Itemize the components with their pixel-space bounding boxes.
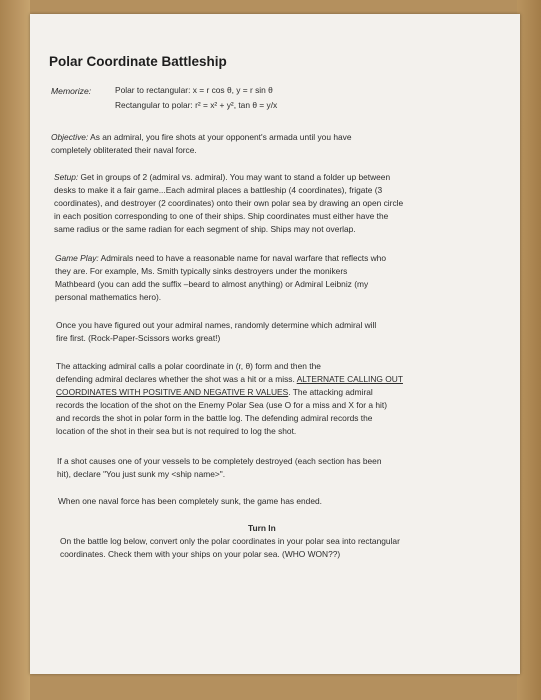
memorize-label: Memorize: xyxy=(51,86,92,96)
attacking-line-3: . The attacking admiral xyxy=(288,387,373,397)
turn-in-heading: Turn In xyxy=(248,523,276,533)
names-line-1: Once you have figured out your admiral names, randomly determine which admiral will xyxy=(56,320,377,330)
wood-table-left xyxy=(0,0,30,700)
attacking-line-2: defending admiral declares whether the shot was a hit or a miss. xyxy=(56,374,297,384)
gameplay-label: Game Play: xyxy=(55,253,99,263)
attacking-line-1: The attacking admiral calls a polar coordinate in (r, θ) form and then the xyxy=(56,361,321,371)
attacking-line-4: records the location of the shot on the Enemy Polar Sea (use O for a miss and X for a hit) xyxy=(56,400,387,410)
memorize-line-2: Rectangular to polar: r² = x² + y², tan θ = y/x xyxy=(115,100,278,110)
coordinates-emphasis: COORDINATES WITH POSITIVE AND NEGATIVE R VALUES xyxy=(56,387,289,397)
objective-line-1: As an admiral, you fire shots at your opponent's armada until you have xyxy=(88,132,352,142)
names-line-2: fire first. (Rock-Paper-Scissors works great!) xyxy=(56,333,221,343)
gameplay-line-1-row xyxy=(55,252,386,265)
gameplay-line-4: personal mathematics hero). xyxy=(55,292,162,302)
gameplay-line-3: Mathbeard (you can add the suffix –beard to almost anything) or Admiral Leibniz (my xyxy=(55,279,369,289)
wood-table-right xyxy=(517,0,541,700)
destroyed-line-1: If a shot causes one of your vessels to be completely destroyed (each section has been xyxy=(57,456,382,466)
objective-line-2: completely obliterated their naval force. xyxy=(51,145,197,155)
page-title: Polar Coordinate Battleship xyxy=(49,54,227,69)
setup-line-2: desks to make it a fair game...Each admiral places a battleship (4 coordinates), frigate (3 xyxy=(54,185,383,195)
turn-in-line-2: coordinates. Check them with your ships on your polar sea. (WHO WON??) xyxy=(60,549,341,559)
setup-line-5: same radius or the same radian for each segment of ship. Ships may not overlap. xyxy=(54,224,356,234)
attacking-line-3-row xyxy=(56,386,373,399)
game-end-line: When one naval force has been completely sunk, the game has ended. xyxy=(58,496,322,506)
gameplay-line-1: Admirals need to have a reasonable name for naval warfare that reflects who xyxy=(98,253,387,263)
destroyed-line-2: hit), declare "You just sunk my <ship name>". xyxy=(57,469,226,479)
gameplay-line-2: they are. For example, Ms. Smith typically sinks destroyers under the monikers xyxy=(55,266,348,276)
worksheet-page xyxy=(30,14,520,674)
objective-label: Objective: xyxy=(51,132,89,142)
objective-paragraph xyxy=(51,131,352,144)
attacking-line-2-row xyxy=(56,373,403,386)
setup-line-4: in each position corresponding to one of their ships. Ship coordinates must either have the xyxy=(54,211,389,221)
memorize-line-1: Polar to rectangular: x = r cos θ, y = r sin θ xyxy=(115,85,273,95)
setup-line-3: coordinates), and destroyer (2 coordinates) onto their own polar sea by drawing an open circle xyxy=(54,198,404,208)
setup-line-1: Get in groups of 2 (admiral vs. admiral). You may want to stand a folder up between xyxy=(78,172,391,182)
setup-label: Setup: xyxy=(54,172,79,182)
setup-line-1-row xyxy=(54,171,390,184)
attacking-line-6: location of the shot in their sea but is not required to log the shot. xyxy=(56,426,297,436)
turn-in-line-1: On the battle log below, convert only the polar coordinates in your polar sea into rectangular xyxy=(60,536,400,546)
attacking-line-5: and records the shot in polar form in the battle log. The defending admiral records the xyxy=(56,413,373,423)
alternate-emphasis: ALTERNATE CALLING OUT xyxy=(296,374,403,384)
